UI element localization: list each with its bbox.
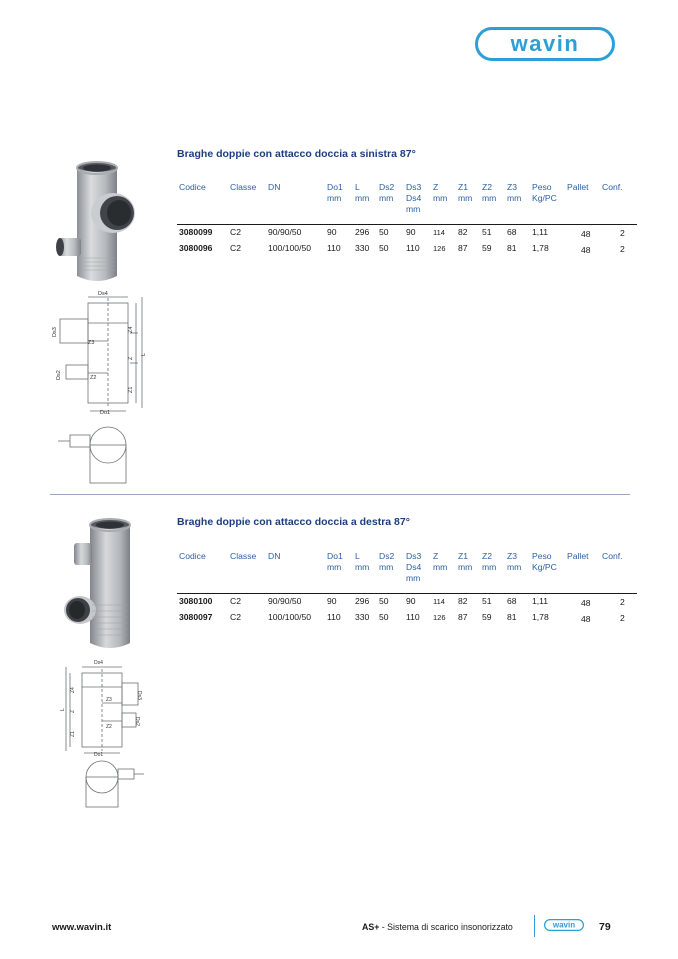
col-header-codice: Codice [179, 551, 206, 561]
cell-z1: 82 [458, 227, 468, 237]
label-z: Z [128, 356, 134, 360]
cell-z2: 59 [482, 612, 492, 622]
cell-z2: 51 [482, 227, 492, 237]
col-header-conf: Conf. [602, 551, 623, 561]
label-do1: Do1 [94, 752, 104, 758]
cell-z: 114 [433, 597, 445, 606]
label-z4: Z4 [128, 326, 134, 333]
cell-dn: 90/90/50 [268, 227, 302, 237]
cell-peso: 1,78 [532, 612, 549, 622]
col-header-z1: Z1 mm [458, 551, 473, 572]
col-header-z: Z mm [433, 182, 448, 203]
col-header-z3: Z3 mm [507, 551, 522, 572]
col-header-classe: Classe [230, 182, 257, 192]
cell-conf: 2 [620, 597, 625, 607]
cell-ds2: 50 [379, 596, 389, 606]
cell-classe: C2 [230, 227, 241, 237]
col-header-peso: Peso Kg/PC [532, 551, 557, 572]
cell-do1: 110 [327, 612, 341, 622]
cell-ds2: 50 [379, 227, 389, 237]
label-z1: Z1 [70, 731, 76, 737]
label-z4: Z4 [70, 687, 76, 693]
cell-classe: C2 [230, 612, 241, 622]
cell-codice: 3080096 [179, 243, 213, 253]
cell-do1: 90 [327, 227, 337, 237]
col-header-classe: Classe [230, 551, 257, 561]
col-header-ds3: Ds3 Ds4 mm [406, 182, 422, 214]
col-header-pallet: Pallet [567, 551, 589, 561]
technical-drawing-right [62, 655, 152, 825]
cell-z1: 87 [458, 612, 468, 622]
label-l: L [60, 708, 66, 711]
label-z2: Z2 [106, 724, 112, 730]
cell-codice: 3080100 [179, 596, 213, 606]
cell-do1: 110 [327, 243, 341, 253]
product-photo-right [62, 515, 146, 655]
cell-ds3: 110 [406, 243, 420, 253]
label-ds2: Ds2 [134, 717, 140, 726]
cell-pallet: 48 [581, 614, 591, 624]
section-title-left: Braghe doppie con attacco doccia a sinistra 87° [177, 148, 416, 160]
cell-pallet: 48 [581, 245, 591, 255]
cell-conf: 2 [620, 244, 625, 254]
cell-ds3: 110 [406, 612, 420, 622]
label-ds3: Ds3 [136, 691, 142, 700]
table-rule [177, 224, 637, 225]
wavin-logo-footer [544, 919, 584, 931]
cell-ds2: 50 [379, 243, 389, 253]
cell-z2: 51 [482, 596, 492, 606]
cell-ds2: 50 [379, 612, 389, 622]
table-row [177, 596, 637, 608]
label-z1: Z1 [128, 386, 134, 393]
col-header-ds2: Ds2 mm [379, 551, 395, 572]
table-row [177, 243, 637, 255]
col-header-do1: Do1 mm [327, 182, 343, 203]
col-header-codice: Codice [179, 182, 206, 192]
table-rule [177, 593, 637, 594]
cell-z2: 59 [482, 243, 492, 253]
cell-z: 126 [433, 244, 446, 253]
col-header-dn: DN [268, 182, 281, 192]
label-do1: Do1 [100, 410, 111, 416]
product-photo-left [55, 158, 147, 288]
col-header-z: Z mm [433, 551, 448, 572]
cell-z: 126 [433, 613, 446, 622]
cell-pallet: 48 [581, 229, 591, 239]
cell-z3: 81 [507, 612, 517, 622]
footer-subtitle: - Sistema di scarico insonorizzato [379, 922, 513, 932]
table-row [177, 612, 637, 624]
cell-codice: 3080099 [179, 227, 213, 237]
cell-classe: C2 [230, 243, 241, 253]
page-number: 79 [599, 921, 611, 933]
col-header-z2: Z2 mm [482, 182, 497, 203]
cell-codice: 3080097 [179, 612, 213, 622]
footer-separator [534, 915, 535, 937]
label-ds4: Ds4 [98, 291, 108, 297]
cell-z3: 68 [507, 596, 517, 606]
cell-z3: 81 [507, 243, 517, 253]
cell-pallet: 48 [581, 598, 591, 608]
col-header-ds3: Ds3 Ds4 mm [406, 551, 422, 583]
cell-peso: 1,11 [532, 227, 549, 237]
table-row [177, 227, 637, 239]
col-header-ds2: Ds2 mm [379, 182, 395, 203]
section-title-right: Braghe doppie con attacco doccia a destra 87° [177, 516, 410, 528]
col-header-l: L mm [355, 182, 370, 203]
cell-l: 296 [355, 227, 370, 237]
cell-z1: 87 [458, 243, 468, 253]
label-ds3: Ds3 [52, 327, 58, 337]
label-z3: Z3 [88, 340, 95, 346]
cell-z3: 68 [507, 227, 517, 237]
col-header-do1: Do1 mm [327, 551, 343, 572]
col-header-z1: Z1 mm [458, 182, 473, 203]
col-header-l: L mm [355, 551, 370, 572]
cell-do1: 90 [327, 596, 337, 606]
cell-l: 330 [355, 243, 370, 253]
section-divider [50, 494, 630, 495]
footer-url[interactable]: www.wavin.it [52, 922, 112, 933]
cell-l: 330 [355, 612, 370, 622]
cell-peso: 1,78 [532, 243, 549, 253]
cell-dn: 100/100/50 [268, 243, 312, 253]
footer-product: AS+ [362, 922, 380, 932]
label-z: Z [70, 709, 76, 713]
cell-ds3: 90 [406, 596, 416, 606]
cell-peso: 1,11 [532, 596, 549, 606]
svg-text:wavin: wavin [510, 31, 580, 56]
cell-ds3: 90 [406, 227, 416, 237]
col-header-z2: Z2 mm [482, 551, 497, 572]
col-header-peso: Peso Kg/PC [532, 182, 557, 203]
label-l: L [141, 352, 147, 356]
label-z3: Z3 [106, 697, 112, 703]
label-ds4: Ds4 [94, 660, 103, 666]
wavin-logo [475, 27, 615, 61]
svg-text:wavin: wavin [552, 920, 576, 930]
col-header-conf: Conf. [602, 182, 623, 192]
technical-drawing-left [50, 283, 150, 493]
col-header-dn: DN [268, 551, 281, 561]
cell-z1: 82 [458, 596, 468, 606]
cell-conf: 2 [620, 228, 625, 238]
label-z2: Z2 [90, 375, 97, 381]
cell-dn: 100/100/50 [268, 612, 312, 622]
footer-title [362, 922, 513, 932]
cell-l: 296 [355, 596, 370, 606]
col-header-z3: Z3 mm [507, 182, 522, 203]
label-ds2: Ds2 [56, 370, 62, 380]
cell-dn: 90/90/50 [268, 596, 302, 606]
cell-conf: 2 [620, 613, 625, 623]
col-header-pallet: Pallet [567, 182, 589, 192]
cell-z: 114 [433, 228, 445, 237]
cell-classe: C2 [230, 596, 241, 606]
